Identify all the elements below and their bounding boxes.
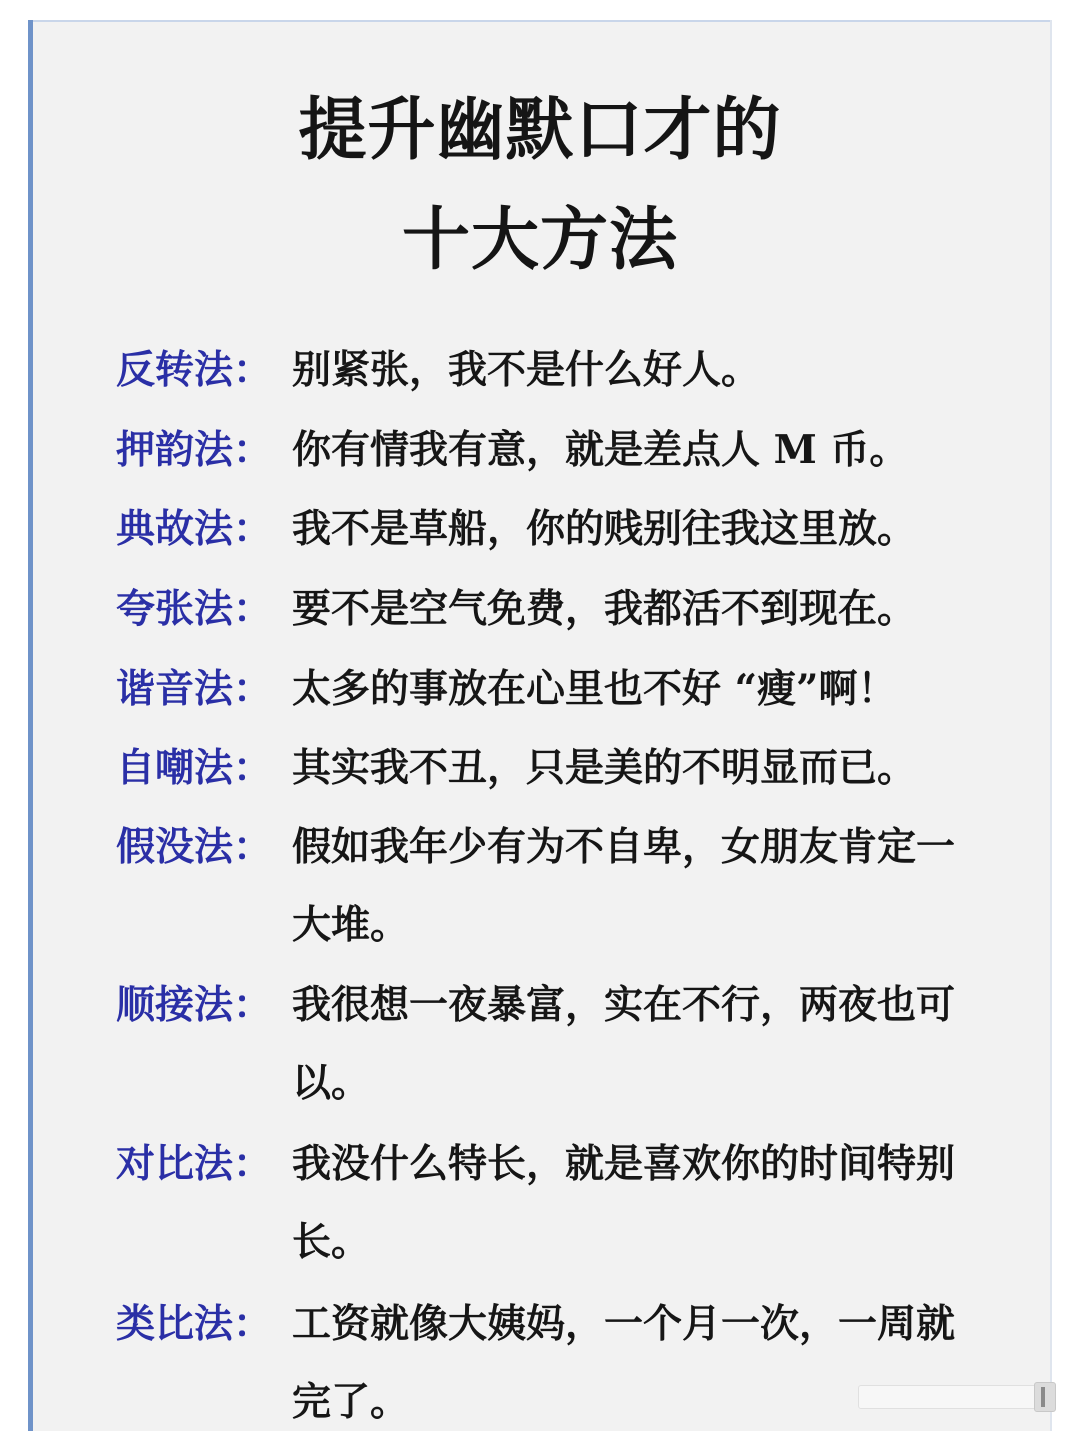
title-line-2: 十大方法 <box>401 200 678 280</box>
scrollbar-handle[interactable] <box>1034 1382 1056 1412</box>
title-line-1: 提升幽默口才的 <box>298 90 782 170</box>
method-text: 太多的事放在心里也不好 “瘦”啊！ <box>292 666 897 712</box>
method-text: 我没什么特长，就是喜欢你的时间特别长。 <box>292 1141 956 1265</box>
method-text: 你有情我有意，就是差点人 M 币。 <box>292 427 909 473</box>
method-text: 其实我不丑，只是美的不明显而已。 <box>292 745 917 791</box>
method-text: 别紧张，我不是什么好人。 <box>292 347 761 393</box>
method-label: 类比法： <box>116 1301 273 1347</box>
horizontal-scrollbar[interactable] <box>858 1385 1056 1409</box>
method-text: 假如我年少有为不自卑，女朋友肯定一大堆。 <box>292 824 956 948</box>
method-label: 谐音法： <box>116 666 273 712</box>
method-label: 自嘲法： <box>116 745 273 791</box>
method-label: 押韵法： <box>116 427 273 473</box>
method-label: 反转法： <box>116 347 273 393</box>
method-label: 假没法： <box>116 824 273 870</box>
method-text: 我很想一夜暴富，实在不行，两夜也可以。 <box>292 982 956 1106</box>
method-label: 典故法： <box>116 506 273 552</box>
method-label: 对比法： <box>116 1141 273 1187</box>
method-text: 工资就像大姨妈，一个月一次，一周就完了。 <box>292 1301 956 1425</box>
method-label: 夸张法： <box>116 586 273 632</box>
top-border <box>30 20 1052 22</box>
method-text: 要不是空气免费，我都活不到现在。 <box>292 586 917 632</box>
method-text: 我不是草船，你的贱别往我这里放。 <box>292 506 917 552</box>
method-label: 顺接法： <box>116 982 273 1028</box>
